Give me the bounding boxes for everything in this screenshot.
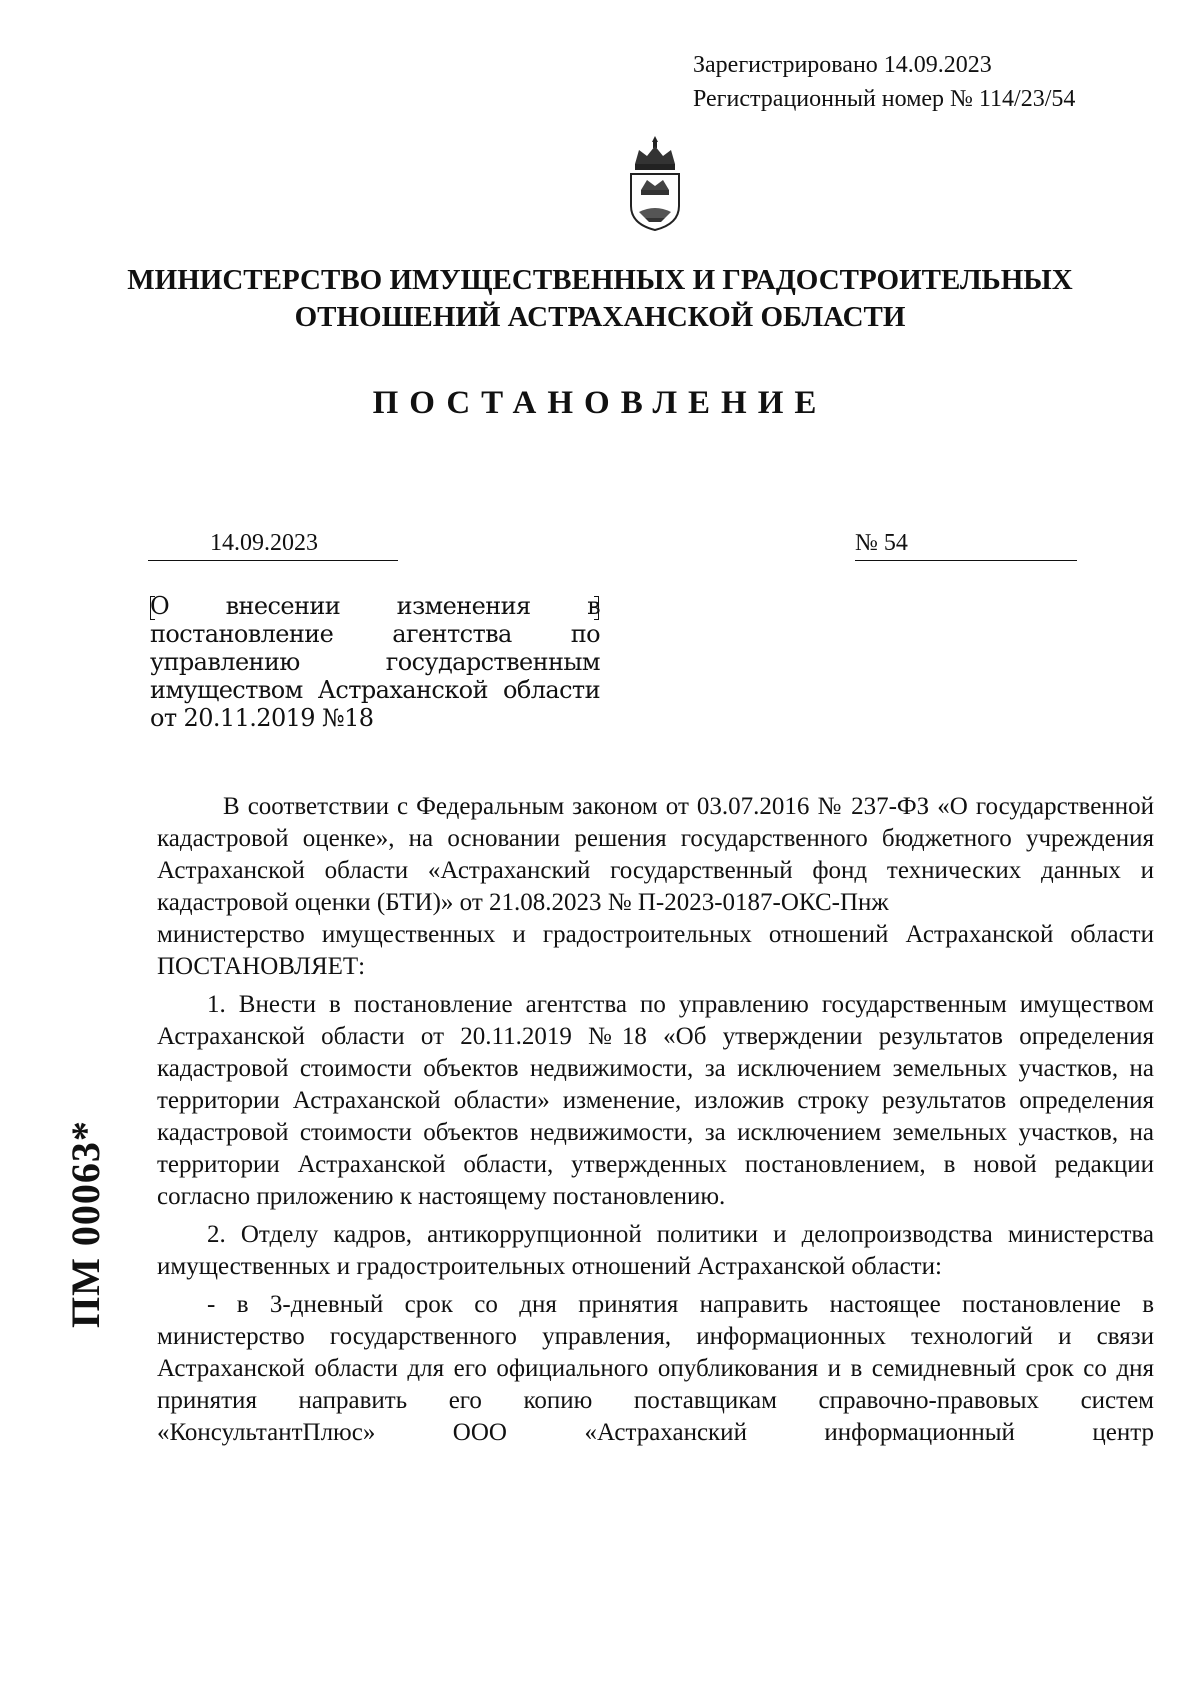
decree-paragraph: министерство имущественных и градостроительных отношений Астраханской области ПОСТАНОВЛЯЕТ: bbox=[157, 921, 1154, 980]
document-number: № 54 bbox=[855, 530, 908, 556]
document-body bbox=[157, 791, 1154, 1449]
registration-number: Регистрационный номер № 114/23/54 bbox=[693, 86, 1076, 112]
document-date-field bbox=[148, 530, 398, 561]
coat-of-arms-icon bbox=[625, 134, 685, 234]
document-number-field bbox=[855, 530, 1077, 561]
ministry-title-line2: ОТНОШЕНИЙ АСТРАХАНСКОЙ ОБЛАСТИ bbox=[294, 301, 906, 333]
item-2-subparagraph: - в 3-дневный срок со дня принятия направить настоящее постановление в министерство государственного управления, информационных технологий и связи Астраханской области для его официального опубликования и в семидневный срок со дня принятия направить его копию поставщикам справочно-правовых систем «КонсультантПлюс» ООО «Астраханский информационный центр bbox=[157, 1291, 1154, 1446]
item-2-paragraph: 2. Отделу кадров, антикоррупционной политики и делопроизводства министерства имущественных и градостроительных отношений Астраханской области: bbox=[157, 1221, 1154, 1280]
document-subject: О внесении изменения в постановление агентства по управлению государственным имуществом Астраханской области от 20.11.2019 №18 bbox=[150, 592, 600, 732]
side-stamp: ПМ 00063* bbox=[63, 1120, 108, 1328]
document-date: 14.09.2023 bbox=[210, 530, 318, 556]
preamble-paragraph: В соответствии с Федеральным законом от 03.07.2016 № 237-ФЗ «О государственной кадастровой оценке», на основании решения государственного бюджетного учреждения Астраханской области «Астраханский государственный фонд технических данных и кадастровой оценки (БТИ)» от 21.08.2023 № П-2023-0187-ОКС-Пнж bbox=[157, 793, 1154, 916]
ministry-title-line1: МИНИСТЕРСТВО ИМУЩЕСТВЕННЫХ И ГРАДОСТРОИТЕЛЬНЫХ bbox=[127, 264, 1073, 296]
document-type: ПОСТАНОВЛЕНИЕ bbox=[372, 385, 828, 421]
ministry-title bbox=[0, 262, 1200, 336]
registration-block bbox=[693, 48, 1075, 116]
registration-date: Зарегистрировано 14.09.2023 bbox=[693, 52, 992, 78]
item-1-paragraph: 1. Внести в постановление агентства по управлению государственным имуществом Астраханской области от 20.11.2019 №18 «Об утверждении результатов определения кадастровой стоимости объектов недвижимости, за исключением земельных участков, на территории Астраханской области» изменение, изложив строку результатов определения кадастровой стоимости объектов недвижимости, за исключением земельных участков, на территории Астраханской области, утвержденных постановлением, в новой редакции согласно приложению к настоящему постановлению. bbox=[157, 991, 1154, 1210]
